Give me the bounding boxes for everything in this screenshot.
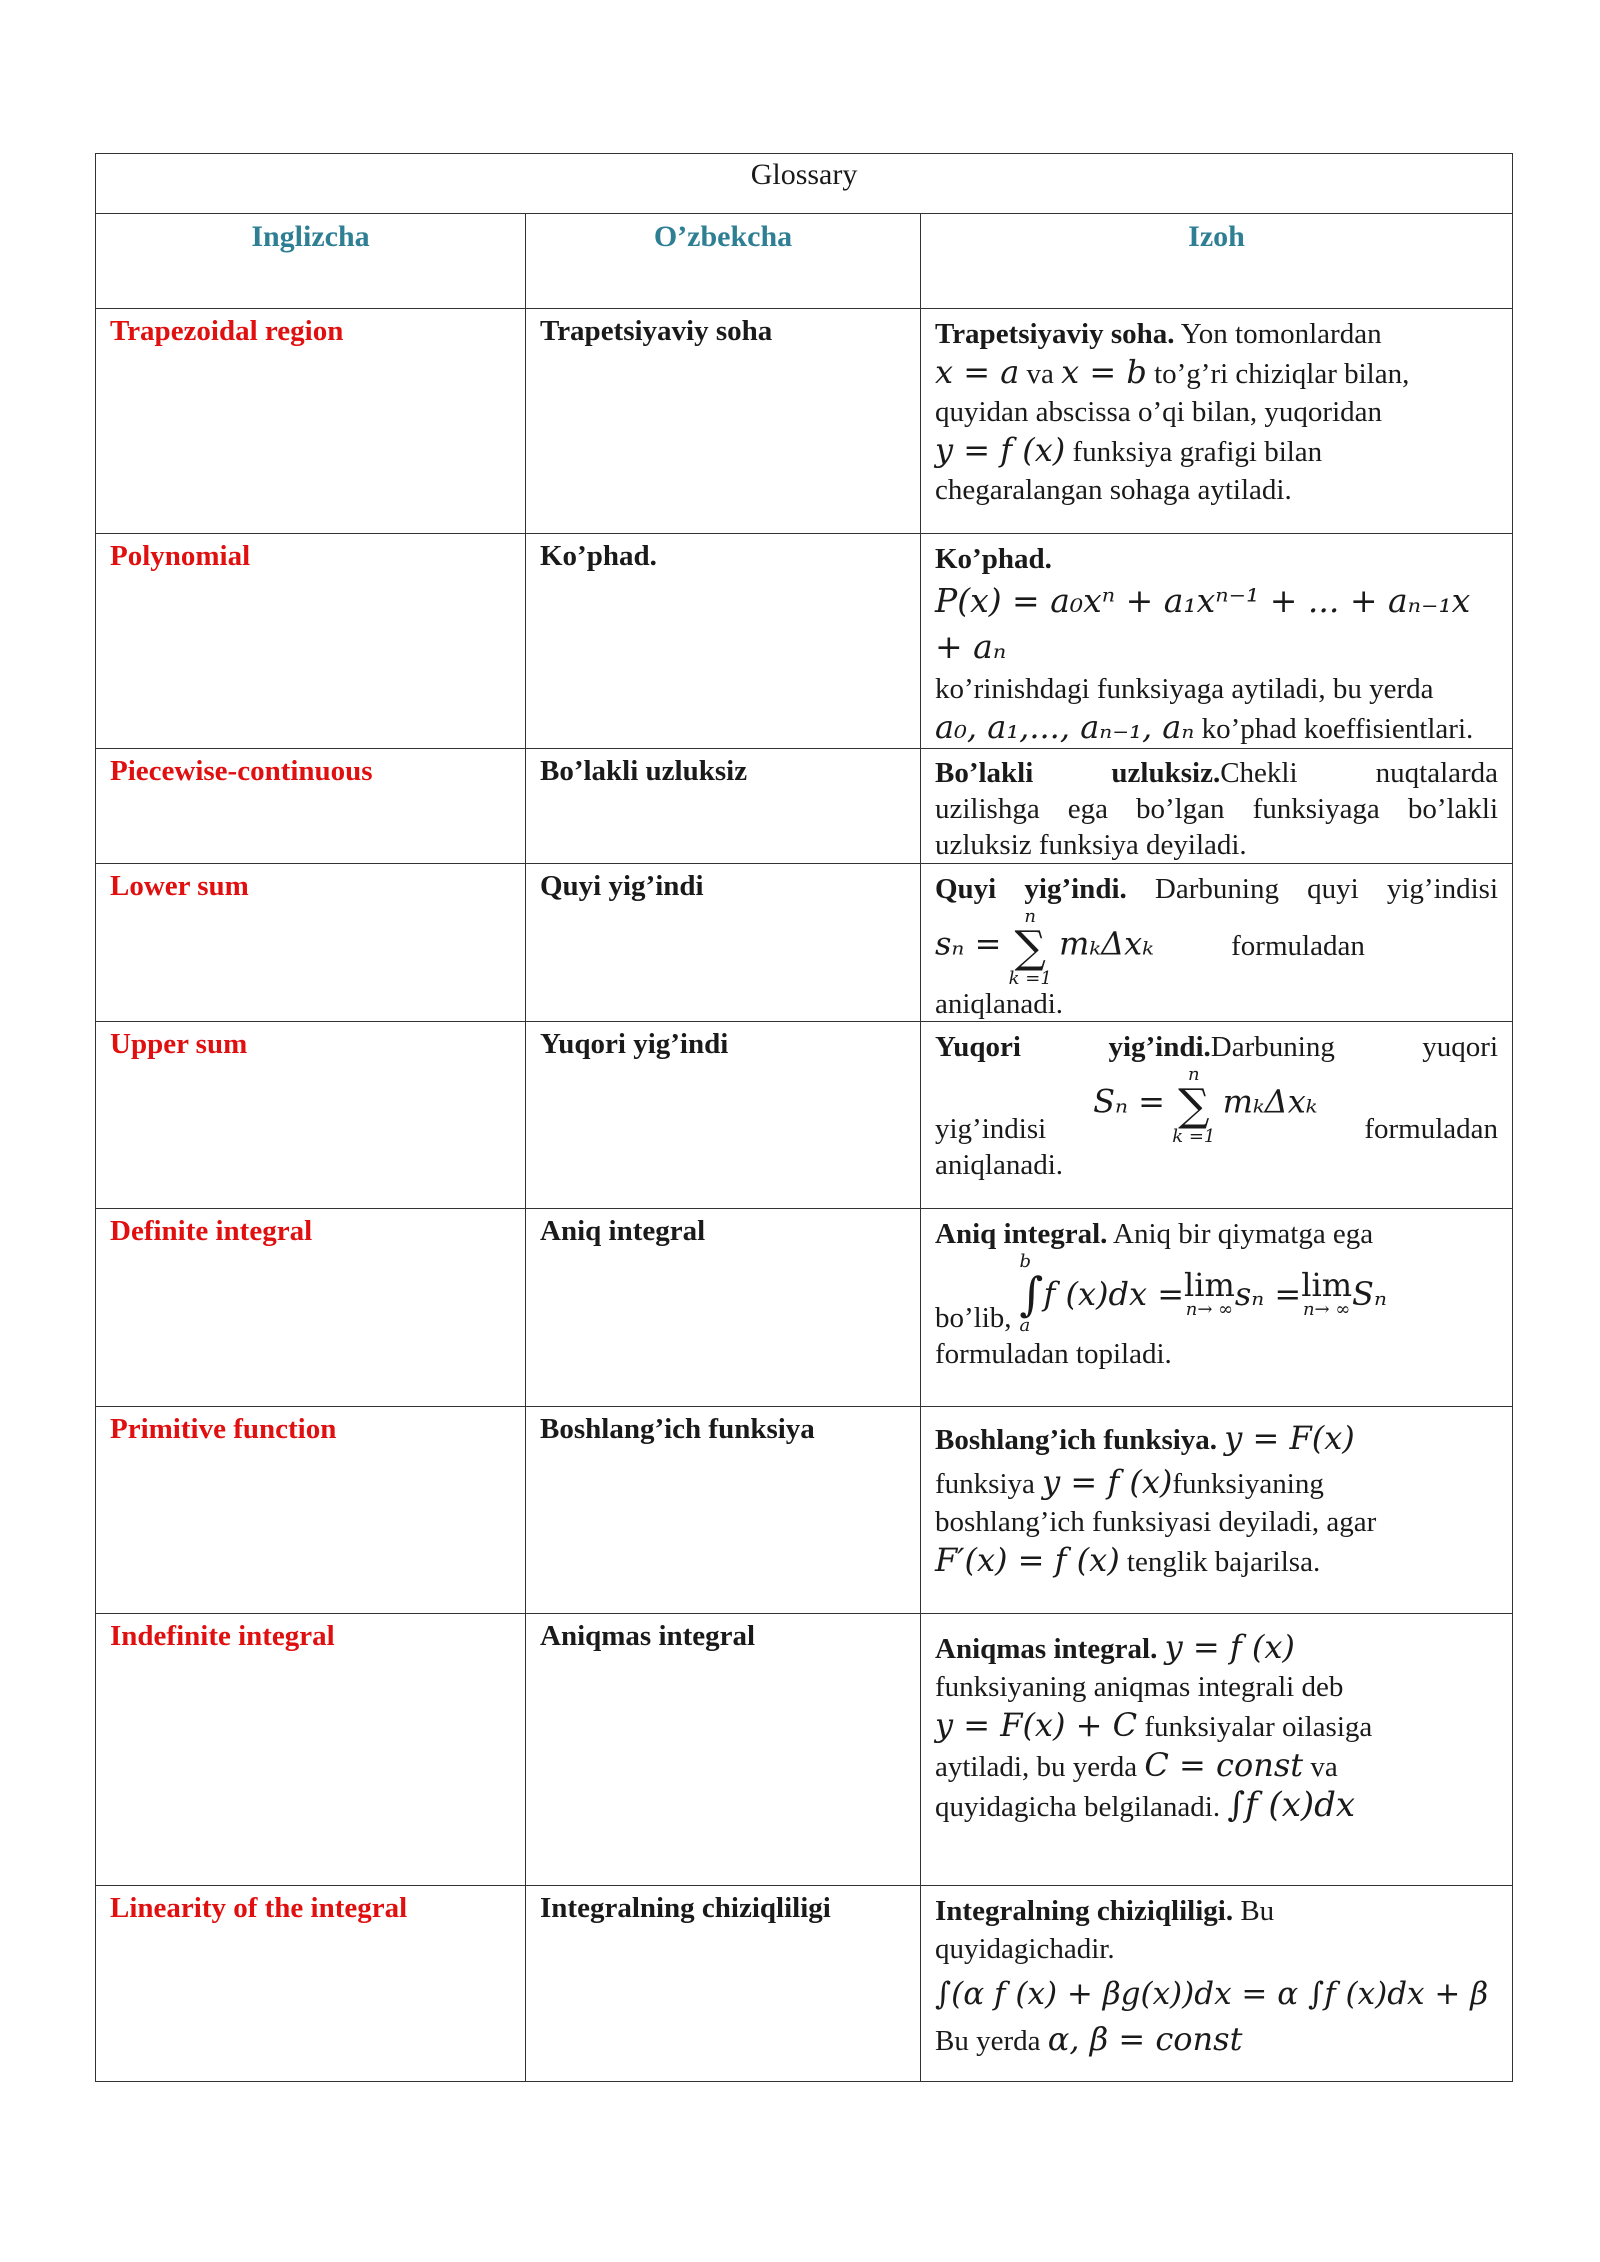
term-description [921,1022,1513,1209]
description-term: Ko’phad. [935,543,1052,575]
description-text: Darbuning yuqori [1210,1031,1499,1063]
term-uzbek: Boshlang’ich funksiya [526,1407,921,1614]
formula: y = f (x) [935,431,1066,469]
table-row [96,1614,1513,1886]
description-term: Aniq integral. [935,1218,1108,1250]
term-english: Trapezoidal region [96,309,526,534]
description-text: Bu yerda [935,2025,1048,2057]
sigma-icon: ∑ [1178,1080,1210,1131]
description-text: Chekli nuqtalarda [1220,757,1499,789]
description-text: quyidan abscissa o’qi bilan, yuqoridan [935,396,1382,428]
term-uzbek: Trapetsiyaviy soha [526,309,921,534]
term-description [921,864,1513,1022]
formula: mₖΔxₖ [1222,1082,1318,1121]
term-uzbek: Aniqmas integral [526,1614,921,1886]
table-row [96,1407,1513,1614]
description-text: Darbuning quyi yig’indisi [1126,873,1499,905]
limit-symbol: lim n→ ∞ [1301,1266,1353,1320]
formula: P(x) = a₀xⁿ + a₁xⁿ⁻¹ + ... + aₙ₋₁x + aₙ [935,581,1471,666]
description-text: chegaralangan sohaga aytiladi. [935,474,1292,506]
description-term: Yuqori yig’indi. [935,1031,1211,1063]
table-row [96,1022,1513,1209]
description-text: funksiyalar oilasiga [1137,1711,1373,1743]
description-text: va [1019,358,1062,390]
table-row [96,534,1513,749]
description-term: Integralning chiziqliligi. [935,1895,1234,1927]
formula: C = const [1144,1746,1304,1784]
header-english: Inglizcha [96,214,526,309]
description-text: formuladan aniqlanadi. [935,929,1365,1020]
sum-symbol [1172,1066,1215,1146]
description-text: aniqlanadi. [935,1149,1064,1181]
description-text: formuladan [1364,1113,1499,1145]
term-description [921,749,1513,864]
description-text: Yon tomonlardan [1174,318,1382,350]
term-english: Primitive function [96,1407,526,1614]
table-row [96,309,1513,534]
term-uzbek: Aniq integral [526,1209,921,1407]
term-description [921,534,1513,749]
table-row [96,864,1513,1022]
description-text: tenglik bajarilsa. [1119,1546,1321,1578]
formula: x = a [935,353,1020,391]
description-term: Boshlang’ich funksiya. [935,1424,1218,1456]
integral-icon: ∫ [1019,1267,1044,1321]
formula: y = f (x) [1042,1463,1173,1501]
formula: y = F(x) [1224,1419,1355,1457]
description-text: quyidagicha belgilanadi. [935,1791,1221,1823]
description-text: uzilishga ega bo’lgan funksiyaga bo’lakli [935,793,1499,825]
description-text: ko’phad koeffisientlari. [1194,713,1474,745]
formula: a₀, a₁,..., aₙ₋₁, aₙ [935,708,1195,746]
term-uzbek: Integralning chiziqliligi [526,1886,921,2082]
description-text: funksiya [935,1468,1043,1500]
description-term: Aniqmas integral. [935,1633,1158,1665]
formula: ∫f (x)dx [1227,1785,1356,1825]
formula: Sₙ = [1093,1082,1165,1121]
header-description: Izoh [921,214,1513,309]
formula: y = f (x) [1164,1628,1295,1666]
formula: mₖΔxₖ [1059,924,1154,963]
term-uzbek: Bo’lakli uzluksiz [526,749,921,864]
term-uzbek: Yuqori yig’indi [526,1022,921,1209]
sigma-icon: ∑ [1014,922,1046,973]
term-english: Polynomial [96,534,526,749]
integral-lower-limit: a [1019,1315,1031,1336]
description-term: Trapetsiyaviy soha. [935,318,1175,350]
term-english: Definite integral [96,1209,526,1407]
glossary-table [95,153,1513,2082]
sum-lower-limit: k =1 [1008,968,1052,989]
sum-lower-limit: k =1 [1172,1126,1216,1147]
description-text: quyidagichadir. [935,1933,1115,1965]
term-english: Upper sum [96,1022,526,1209]
term-english: Lower sum [96,864,526,1022]
term-description [921,1614,1513,1886]
term-english: Indefinite integral [96,1614,526,1886]
description-term: Bo’lakli uzluksiz. [935,757,1221,789]
description-text: va [1303,1751,1338,1783]
term-english: Linearity of the integral [96,1886,526,2082]
table-title: Glossary [96,154,1513,214]
term-description [921,309,1513,534]
formula: x = b [1061,353,1147,391]
description-text: funksiya grafigi bilan [1065,436,1323,468]
table-row [96,1209,1513,1407]
limit-symbol: lim n→ ∞ [1184,1266,1235,1320]
sum-upper-limit: n [1024,906,1036,927]
term-description [921,1209,1513,1407]
formula: ∫(α f (x) + βg(x))dx = α ∫f (x)dx + β [935,1976,1489,2012]
description-text: funksiyaning [1172,1468,1324,1500]
description-text: uzluksiz funksiya deyiladi. [935,829,1247,861]
description-text: funksiyaning aniqmas integrali deb [935,1671,1344,1703]
description-text: bo’lib, [935,1302,1012,1334]
description-text: ko’rinishdagi funksiyaga aytiladi, bu yerda [935,673,1434,705]
sum-symbol [1009,908,1052,988]
description-term: Quyi yig’indi. [935,873,1127,905]
description-text: formuladan topiladi. [935,1338,1172,1370]
description-text: aytiladi, bu yerda [935,1751,1145,1783]
formula: f (x)dx = [1043,1275,1185,1313]
description-text: boshlang’ich funksiyasi deyiladi, agar [935,1506,1377,1538]
description-text: Bu [1233,1895,1275,1927]
sum-upper-limit: n [1187,1064,1200,1085]
formula: sₙ = [935,924,1002,963]
table-row [96,1886,1513,2082]
table-row [96,749,1513,864]
integral-symbol [1020,1253,1044,1335]
header-uzbek: O’zbekcha [526,214,921,309]
description-text: yig’indisi [935,1113,1047,1145]
formula: F′(x) = f (x) [935,1541,1120,1579]
formula: α, β = const [1047,2020,1243,2058]
header-row [96,214,1513,309]
term-english: Piecewise-continuous [96,749,526,864]
term-description [921,1407,1513,1614]
term-uzbek: Quyi yig’indi [526,864,921,1022]
term-uzbek: Ko’phad. [526,534,921,749]
description-text: Aniq bir qiymatga ega [1107,1218,1374,1250]
term-description [921,1886,1513,2082]
formula: Sₙ [1352,1275,1387,1313]
formula: y = F(x) + C [935,1706,1138,1744]
formula: sₙ = [1234,1275,1302,1313]
description-text: to’g’ri chiziqlar bilan, [1146,358,1410,390]
integral-upper-limit: b [1019,1251,1032,1272]
